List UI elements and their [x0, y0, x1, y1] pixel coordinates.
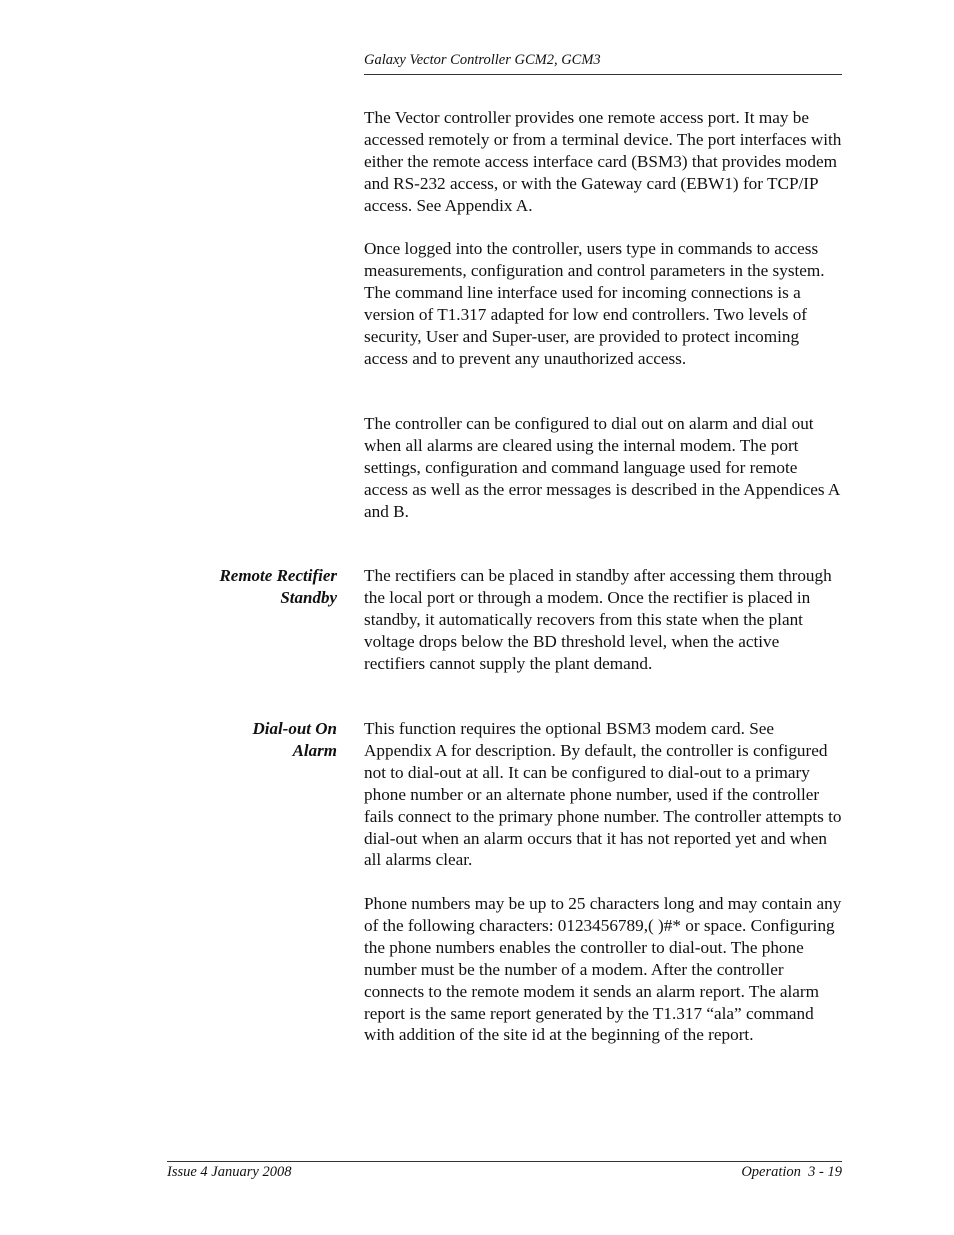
running-header: [364, 52, 842, 75]
issue-date: Issue 4 January 2008: [167, 1164, 292, 1180]
intro-paragraph-2: Once logged into the controller, users type in commands to access measurements, configuration and control parameters in the system. The command line interface used for incoming connections is a version of T1.317 adapted for low end controllers. Two levels of security, User and Super-user, are provided to protect incoming access and to prevent any unauthorized access.: [364, 239, 825, 368]
document-title: Galaxy Vector Controller GCM2, GCM3: [364, 52, 601, 68]
intro-paragraph-3: The controller can be configured to dial out on alarm and dial out when all alarms are cleared using the internal modem. The port settings, configuration and command language used for remote access as well as the error messages is described in the Appendices A and B.: [364, 414, 840, 521]
dial-out-paragraph-1: This function requires the optional BSM3 modem card. See Appendix A for description. By default, the controller is configured not to dial-out at all. It can be configured to dial-out to a primary phone number or an alternate phone number, used if the controller fails connect to the primary phone number. The controller attempts to dial-out when an alarm occurs that it has not reported yet and when all alarms clear.: [364, 719, 842, 870]
section-heading-remote-rectifier-standby: [167, 565, 337, 609]
section-heading-line: Dial-out On: [252, 719, 337, 738]
intro-paragraph-1: The Vector controller provides one remote access port. It may be accessed remotely or from a terminal device. The port interfaces with either the remote access interface card (BSM3) that provides modem and RS-232 access, or with the Gateway card (EBW1) for TCP/IP access. See Appendix A.: [364, 108, 842, 215]
section-heading-line: Standby: [280, 588, 337, 607]
page-footer: [167, 1161, 842, 1181]
dial-out-paragraph-2: Phone numbers may be up to 25 characters long and may contain any of the following characters: 0123456789,( )#* or space. Configuring the phone numbers enables the controller to dial-out. The phone number must be the number of a modem. After the controller connects to the remote modem it sends an alarm report. The alarm report is the same report generated by the T1.317 “ala” command with addition of the site id at the beginning of the report.: [364, 894, 842, 1045]
remote-rectifier-paragraph: The rectifiers can be placed in standby after accessing them through the local port or through a modem. Once the rectifier is placed in standby, it automatically recovers from this state when the plant voltage drops below the BD threshold level, when the active rectifiers cannot supply the plant demand.: [364, 566, 832, 673]
section-heading-line: Remote Rectifier: [219, 566, 337, 585]
section-heading-line: Alarm: [292, 741, 337, 760]
section-heading-dial-out-on-alarm: [167, 718, 337, 762]
page-number: Operation 3 - 19: [741, 1164, 842, 1180]
